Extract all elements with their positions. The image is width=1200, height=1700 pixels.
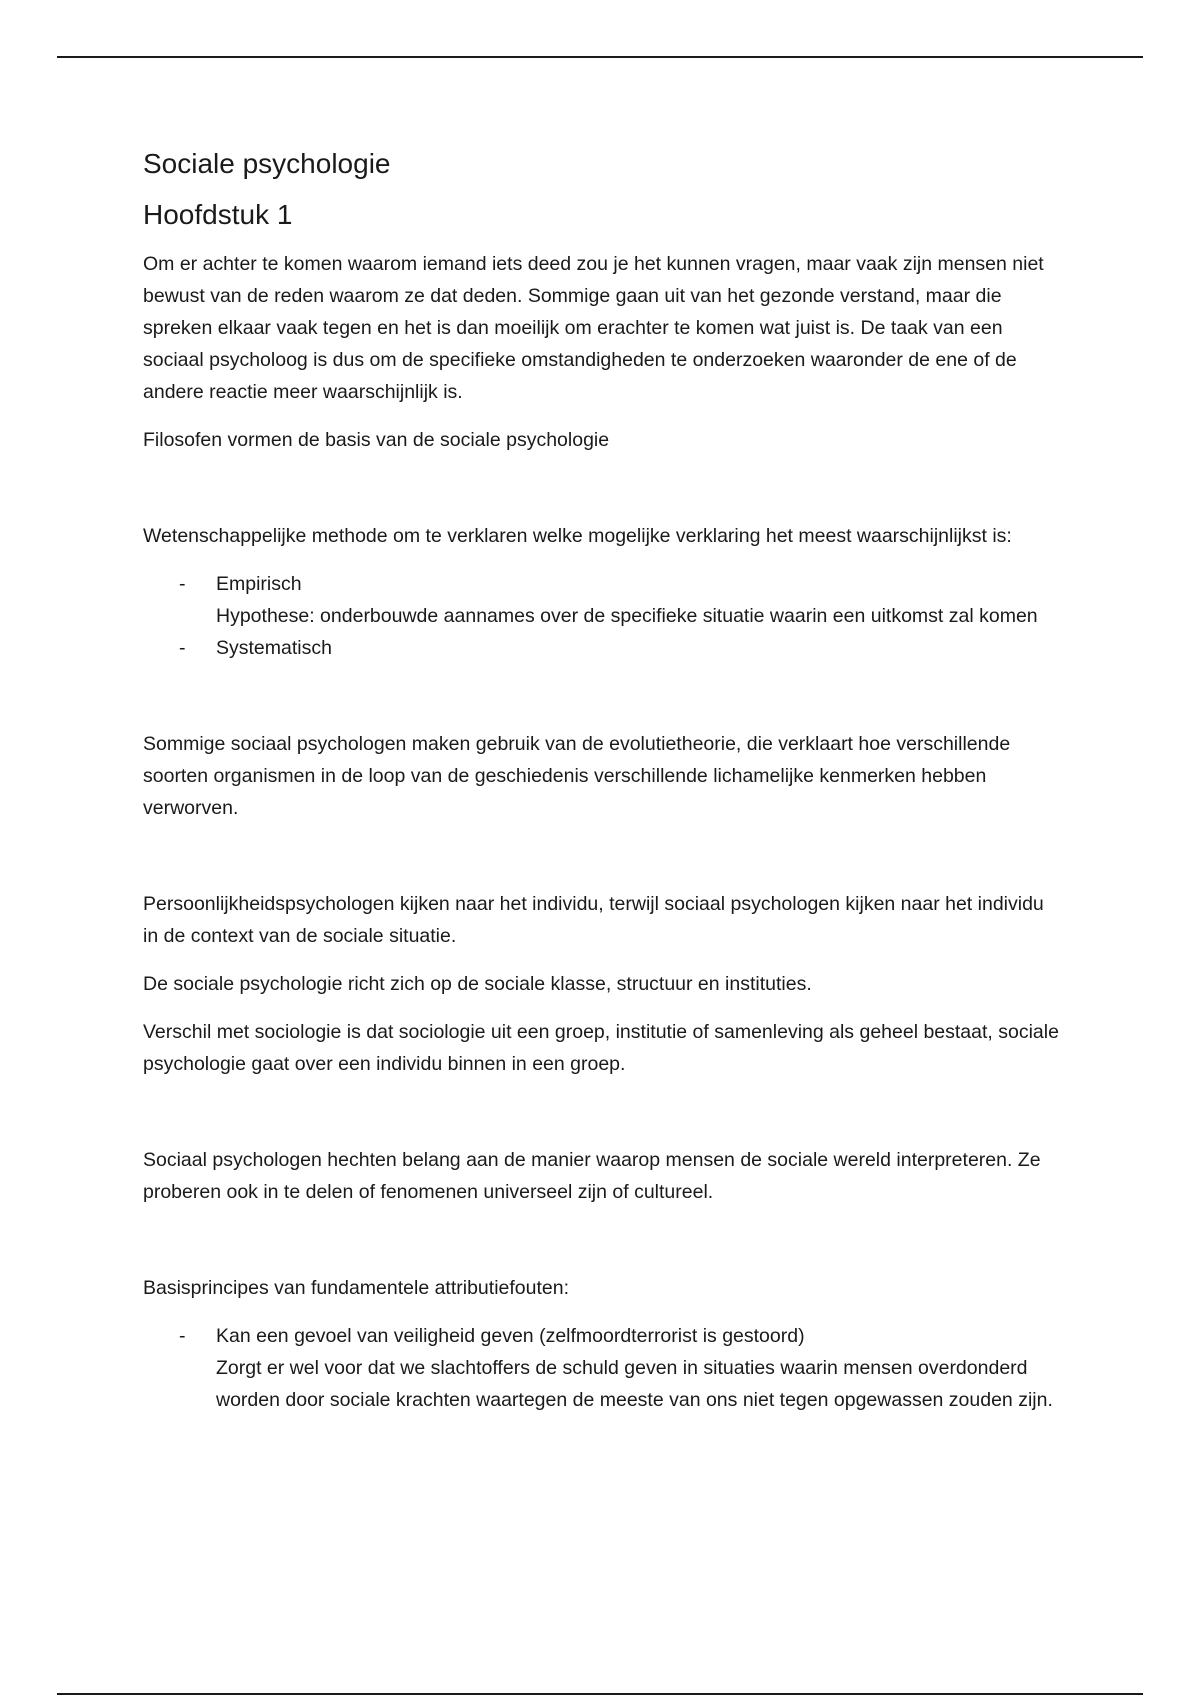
list-item-label: Systematisch bbox=[216, 637, 332, 659]
paragraph-sociology: Verschil met sociologie is dat sociologie uit een groep, institutie of samenleving als geheel bestaat, sociale psychologie gaat over een individu binnen in een groep. bbox=[143, 1021, 1059, 1075]
dash-bullet: - bbox=[179, 573, 186, 595]
paragraph-intro: Om er achter te komen waarom iemand iets deed zou je het kunnen vragen, maar vaak zijn mensen niet bewust van de reden waarom ze dat deden. Sommige gaan uit van het gezonde verstand, maar die spreken elkaar vaak tegen en het is dan moeilijk om erachter te komen wat juist is. De taak van een sociaal psycholoog is dus om de specifieke omstandigheden te onderzoeken waaronder de ene of de andere reactie meer waarschijnlijk is. bbox=[143, 253, 1044, 403]
bottom-rule bbox=[57, 1693, 1143, 1695]
method-list bbox=[143, 568, 1063, 664]
paragraph-evolution: Sommige sociaal psychologen maken gebruik van de evolutietheorie, die verklaart hoe verschillende soorten organismen in de loop van de geschiedenis verschillende lichamelijke kenmerken hebben verworven. bbox=[143, 733, 1011, 819]
attribution-list bbox=[143, 1320, 1063, 1416]
spacer bbox=[143, 1096, 1063, 1144]
paragraph-attribution: Basisprincipes van fundamentele attributiefouten: bbox=[143, 1277, 570, 1299]
paragraph-personality: Persoonlijkheidspsychologen kijken naar het individu, terwijl sociaal psychologen kijken naar het individu in de context van de sociale situatie. bbox=[143, 893, 1044, 947]
paragraph-philosophers: Filosofen vormen de basis van de sociale psychologie bbox=[143, 429, 610, 451]
list-item-detail: Hypothese: onderbouwde aannames over de specifieke situatie waarin een uitkomst zal komen bbox=[216, 605, 1038, 627]
spacer bbox=[143, 1224, 1063, 1272]
spacer bbox=[143, 680, 1063, 728]
document-title: Sociale psychologie bbox=[143, 148, 391, 179]
list-item bbox=[143, 568, 1063, 632]
dash-bullet: - bbox=[179, 1325, 186, 1347]
list-item-label: Empirisch bbox=[216, 573, 302, 595]
list-item bbox=[143, 632, 1063, 664]
paragraph-social-class: De sociale psychologie richt zich op de sociale klasse, structuur en instituties. bbox=[143, 973, 812, 995]
spacer bbox=[143, 840, 1063, 888]
paragraph-scientific-method: Wetenschappelijke methode om te verklaren welke mogelijke verklaring het meest waarschijnlijkst is: bbox=[143, 525, 1012, 547]
chapter-heading: Hoofdstuk 1 bbox=[143, 199, 293, 230]
top-rule bbox=[57, 56, 1143, 58]
list-item bbox=[143, 1320, 1063, 1416]
list-item-label: Kan een gevoel van veiligheid geven (zelfmoordterrorist is gestoord) bbox=[216, 1325, 805, 1347]
spacer bbox=[143, 472, 1063, 520]
dash-bullet: - bbox=[179, 637, 186, 659]
paragraph-interpretation: Sociaal psychologen hechten belang aan de manier waarop mensen de sociale wereld interpreteren. Ze proberen ook in te delen of fenomenen universeel zijn of cultureel. bbox=[143, 1149, 1041, 1203]
list-item-detail: Zorgt er wel voor dat we slachtoffers de schuld geven in situaties waarin mensen overdonderd worden door sociale krachten waartegen de meeste van ons niet tegen opgewassen zouden zijn. bbox=[216, 1357, 1053, 1411]
document-page bbox=[143, 140, 1063, 1432]
